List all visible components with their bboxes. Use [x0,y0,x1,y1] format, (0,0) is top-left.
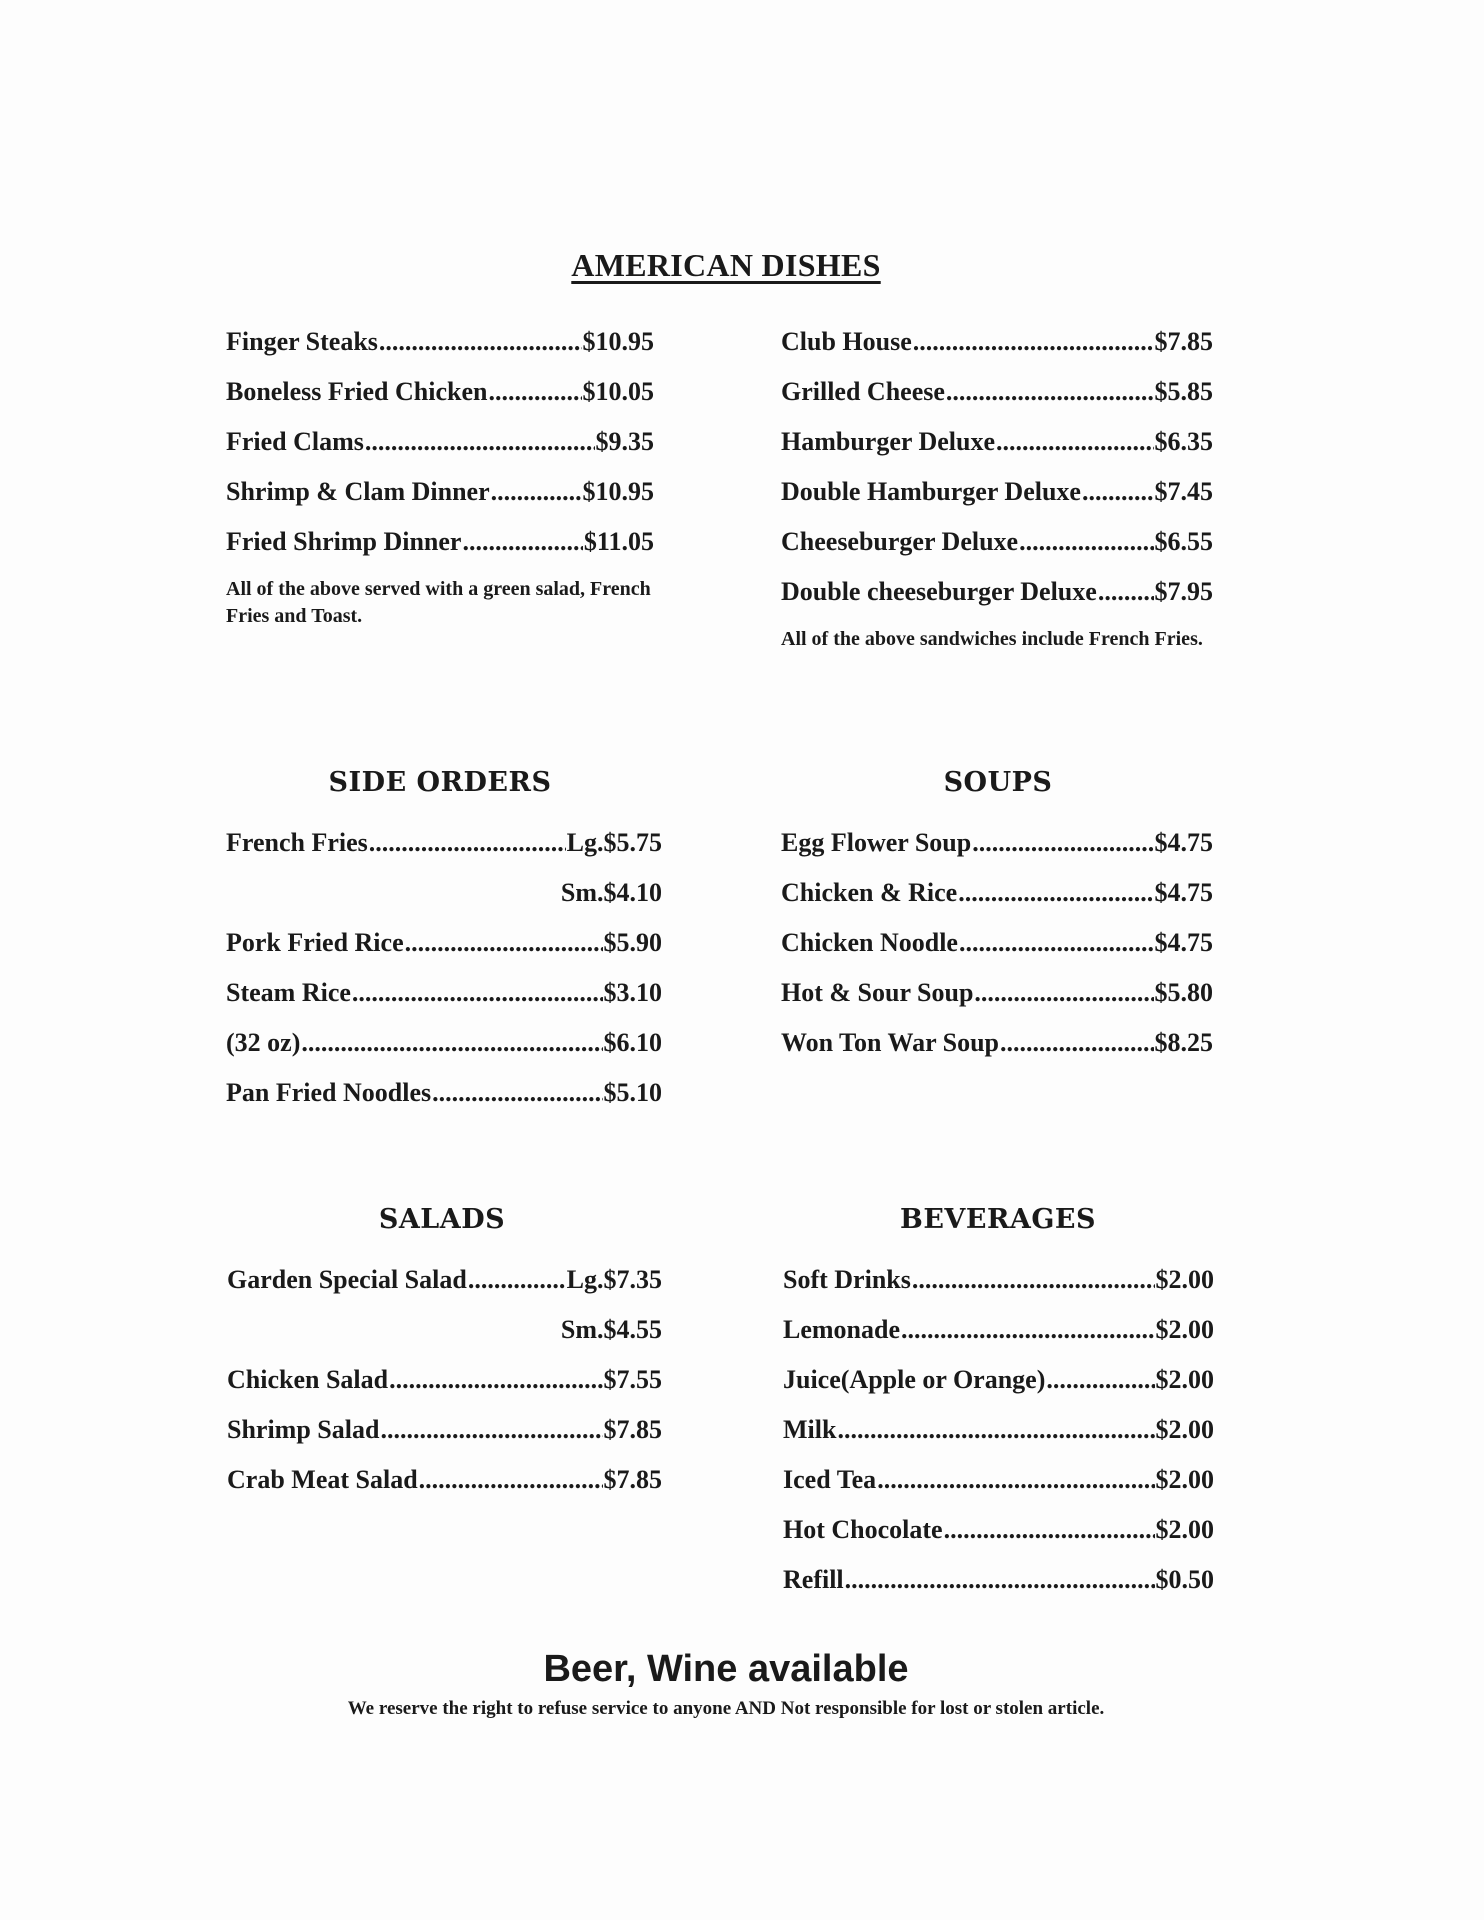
item-name: Soft Drinks [783,1265,911,1294]
item-name: Steam Rice [226,978,351,1007]
menu-item [781,927,1213,977]
item-price: $10.95 [582,477,654,506]
leader-dots [1098,576,1154,608]
item-name: Hot & Sour Soup [781,978,974,1007]
item-name: Chicken Noodle [781,928,958,957]
menu-item [226,1027,662,1077]
item-price: $5.80 [1154,978,1213,1007]
leader-dots [419,1464,603,1496]
leader-dots [845,1564,1155,1596]
side-orders-list [226,827,662,1127]
menu-item [226,927,662,977]
leader-dots [432,1077,602,1109]
menu-item [781,827,1213,877]
leader-dots [462,526,582,558]
leader-dots [379,326,582,358]
item-price: $4.75 [1154,828,1213,857]
item-name: Cheeseburger Deluxe [781,527,1019,556]
item-name: Crab Meat Salad [227,1465,418,1494]
menu-item [781,326,1213,376]
item-name: Chicken Salad [227,1365,389,1394]
item-price: $6.10 [603,1028,662,1057]
item-price: $2.00 [1155,1365,1214,1394]
item-name: Garden Special Salad [227,1265,467,1294]
menu-item [226,326,654,376]
menu-item [227,1464,662,1514]
leader-dots [972,827,1153,859]
menu-item [783,1514,1214,1564]
soups-heading: SOUPS [943,767,1053,798]
item-name: (32 oz) [226,1028,301,1057]
menu-item [226,877,662,927]
beverages-list [783,1264,1214,1614]
item-price: $10.95 [582,327,654,356]
item-price: $7.85 [1154,327,1213,356]
item-name: French Fries [226,828,368,857]
menu-item [227,1414,662,1464]
item-price: Sm.$4.55 [560,1315,662,1344]
item-price: $6.55 [1154,527,1213,556]
item-name: Pan Fried Noodles [226,1078,432,1107]
item-name: Double Hamburger Deluxe [781,477,1081,506]
menu-item [783,1464,1214,1514]
leader-dots [959,927,1154,959]
menu-item [781,977,1213,1027]
leader-dots [1046,1364,1154,1396]
menu-item [781,1027,1213,1077]
leader-dots [913,326,1154,358]
item-name: Egg Flower Soup [781,828,972,857]
leader-dots [1019,526,1153,558]
menu-item [227,1314,662,1364]
side-orders-heading: SIDE ORDERS [328,767,552,798]
leader-dots [901,1314,1155,1346]
item-name: Won Ton War Soup [781,1028,1000,1057]
item-price: $7.85 [603,1415,662,1444]
item-name: Boneless Fried Chicken [226,377,488,406]
leader-dots [389,1364,602,1396]
item-name: Lemonade [783,1315,900,1344]
item-price: $5.85 [1154,377,1213,406]
item-name: Shrimp & Clam Dinner [226,477,490,506]
item-name: Double cheeseburger Deluxe [781,577,1097,606]
menu-item [781,476,1213,526]
item-price: $0.50 [1155,1565,1214,1594]
item-price: $2.00 [1155,1265,1214,1294]
menu-note: All of the above sandwiches include French Fries. [781,628,1203,650]
item-price: $5.90 [603,928,662,957]
menu-item [226,526,654,576]
item-price: $11.05 [583,527,654,556]
item-price: $7.85 [603,1465,662,1494]
item-price: $4.75 [1154,928,1213,957]
menu-item [781,877,1213,927]
leader-dots [958,877,1153,909]
item-name: Chicken & Rice [781,878,958,907]
item-price: $10.05 [582,377,654,406]
leader-dots [996,426,1154,458]
menu-item [226,376,654,426]
leader-dots [468,1264,566,1296]
item-name: Pork Fried Rice [226,928,404,957]
salads-heading: SALADS [378,1204,506,1235]
item-name: Grilled Cheese [781,377,945,406]
menu-item [781,426,1213,476]
leader-dots [365,426,595,458]
leader-dots [974,977,1153,1009]
item-name: Hamburger Deluxe [781,427,995,456]
leader-dots [912,1264,1155,1296]
item-price: $5.10 [603,1078,662,1107]
item-name: Refill [783,1565,844,1594]
menu-item [783,1564,1214,1614]
item-price: $2.00 [1155,1465,1214,1494]
item-price: $8.25 [1154,1028,1213,1057]
leader-dots [405,927,603,959]
item-price: $7.95 [1154,577,1213,606]
item-name: Finger Steaks [226,327,378,356]
menu-item [226,827,662,877]
american-dishes-left [226,326,654,630]
leader-dots [491,476,582,508]
salads-list [227,1264,662,1514]
soups-list [781,827,1213,1077]
leader-dots [944,1514,1155,1546]
leader-dots [1082,476,1154,508]
menu-item [783,1264,1214,1314]
item-name: Juice(Apple or Orange) [783,1365,1046,1394]
menu-item [226,977,662,1027]
american-dishes-right [781,326,1213,653]
menu-item [227,1364,662,1414]
item-name: Hot Chocolate [783,1515,943,1544]
item-price: $7.55 [603,1365,662,1394]
leader-dots [380,1414,602,1446]
leader-dots [488,376,581,408]
menu-item [783,1414,1214,1464]
menu-item [781,576,1213,626]
leader-dots [877,1464,1154,1496]
beverages-heading: BEVERAGES [900,1204,1096,1235]
item-name: Fried Clams [226,427,364,456]
menu-item [226,1077,662,1127]
leader-dots [837,1414,1154,1446]
item-price: $6.35 [1154,427,1213,456]
leader-dots [946,376,1154,408]
disclaimer: We reserve the right to refuse service to anyone AND Not responsible for lost or stolen article. [347,1698,1105,1719]
menu-title: AMERICAN DISHES [571,247,881,283]
item-price: Sm.$4.10 [560,878,662,907]
leader-dots [301,1027,602,1059]
item-price: $2.00 [1155,1315,1214,1344]
item-price: $3.10 [603,978,662,1007]
item-price: Lg.$5.75 [566,828,662,857]
item-name: Iced Tea [783,1465,877,1494]
menu-note: All of the above served with a green salad, French Fries and Toast. [226,578,651,627]
item-name: Milk [783,1415,837,1444]
menu-item [781,526,1213,576]
menu-item [783,1364,1214,1414]
leader-dots [1000,1027,1153,1059]
menu-item [226,476,654,526]
menu-item [227,1264,662,1314]
item-price: $2.00 [1155,1515,1214,1544]
item-price: Lg.$7.35 [566,1265,662,1294]
item-name: Shrimp Salad [227,1415,380,1444]
item-price: $2.00 [1155,1415,1214,1444]
menu-item [226,426,654,476]
leader-dots [352,977,603,1009]
item-name: Club House [781,327,912,356]
menu-item [783,1314,1214,1364]
item-price: $9.35 [595,427,654,456]
item-price: $7.45 [1154,477,1213,506]
item-price: $4.75 [1154,878,1213,907]
beer-wine-notice: Beer, Wine available [543,1648,909,1690]
item-name: Fried Shrimp Dinner [226,527,462,556]
menu-item [781,376,1213,426]
leader-dots [369,827,566,859]
